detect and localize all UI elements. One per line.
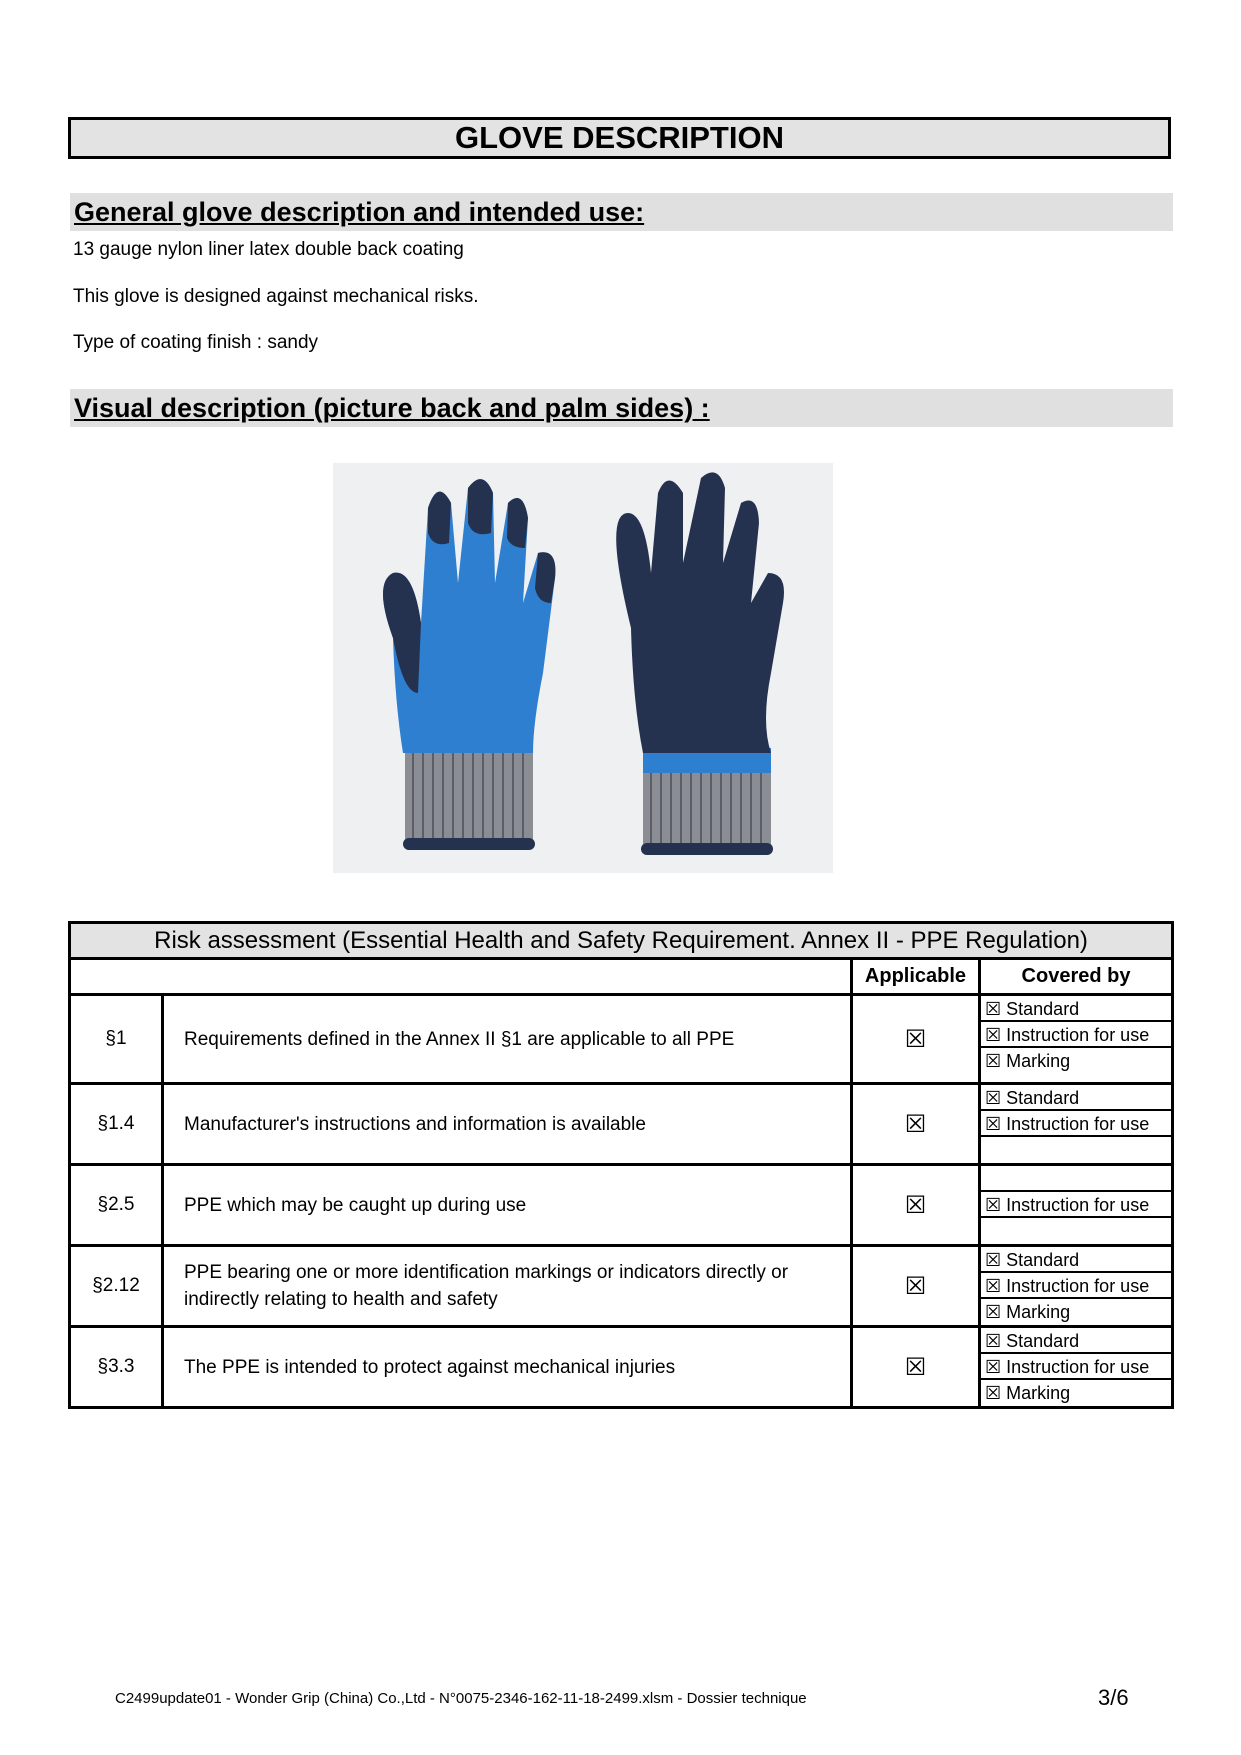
section-cell: §2.12: [70, 1246, 163, 1327]
general-heading: General glove description and intended use:: [70, 193, 1173, 231]
visual-heading: Visual description (picture back and palm sides) :: [70, 389, 1173, 427]
requirement-cell: The PPE is intended to protect against mechanical injuries: [163, 1327, 852, 1408]
section-cell: §1: [70, 995, 163, 1084]
applicable-checkbox: ☒: [852, 995, 980, 1084]
covered-item: ☒ Standard: [981, 996, 1171, 1022]
table-row: [70, 1165, 1173, 1246]
glove-photo: [333, 463, 833, 873]
section-cell: §2.5: [70, 1165, 163, 1246]
covered-item: ☒ Instruction for use: [981, 1273, 1171, 1299]
requirement-cell: Manufacturer's instructions and information is available: [163, 1084, 852, 1165]
covered-item: [981, 1218, 1171, 1244]
glove-back: [383, 479, 555, 850]
covered-by-cell: [980, 1165, 1173, 1246]
footer-text: C2499update01 - Wonder Grip (China) Co.,Ltd - N°0075-2346-162-11-18-2499.xlsm - Dossier technique: [115, 1690, 807, 1707]
covered-item: ☒ Standard: [981, 1085, 1171, 1111]
covered-item: ☒ Instruction for use: [981, 1192, 1171, 1218]
table-row: [70, 995, 1173, 1084]
covered-item: ☒ Marking: [985, 1383, 1071, 1403]
table-row: [70, 1246, 1173, 1327]
blank-header-cell: [70, 959, 852, 995]
covered-item: ☒ Standard: [981, 1328, 1171, 1354]
general-line-2: This glove is designed against mechanical risks.: [73, 286, 479, 307]
covered-item: ☒ Marking: [985, 1051, 1071, 1071]
requirement-cell: PPE bearing one or more identification markings or indicators directly or indirectly relating to health and safety: [163, 1246, 852, 1327]
covered-item: ☒ Standard: [981, 1247, 1171, 1273]
covered-by-cell: [980, 1246, 1173, 1327]
general-line-3: Type of coating finish : sandy: [73, 332, 319, 353]
table-row: [70, 1327, 1173, 1408]
page-number: 3/6: [1098, 1685, 1129, 1710]
table-row: [70, 1084, 1173, 1165]
risk-assessment-table: [68, 921, 1174, 1409]
covered-item: ☒ Instruction for use: [981, 1022, 1171, 1048]
covered-item: [981, 1166, 1171, 1192]
applicable-checkbox: ☒: [852, 1165, 980, 1246]
page-title: GLOVE DESCRIPTION: [68, 117, 1171, 159]
covered-by-cell: [980, 1327, 1173, 1408]
covered-item: ☒ Instruction for use: [981, 1111, 1171, 1137]
requirement-cell: Requirements defined in the Annex II §1 are applicable to all PPE: [163, 995, 852, 1084]
glove-image: [333, 463, 833, 873]
covered-by-cell: [980, 995, 1173, 1084]
risk-heading: Risk assessment (Essential Health and Safety Requirement. Annex II - PPE Regulation): [70, 923, 1173, 959]
covered-item: ☒ Marking: [985, 1302, 1071, 1322]
covered-item: ☒ Instruction for use: [981, 1354, 1171, 1380]
requirement-cell: PPE which may be caught up during use: [163, 1165, 852, 1246]
section-cell: §3.3: [70, 1327, 163, 1408]
covered-by-cell: [980, 1084, 1173, 1165]
col-covered-by: Covered by: [980, 959, 1173, 995]
applicable-checkbox: ☒: [852, 1327, 980, 1408]
col-applicable: Applicable: [852, 959, 980, 995]
section-cell: §1.4: [70, 1084, 163, 1165]
applicable-checkbox: ☒: [852, 1084, 980, 1165]
glove-palm: [616, 472, 784, 855]
general-line-1: 13 gauge nylon liner latex double back coating: [73, 239, 464, 260]
applicable-checkbox: ☒: [852, 1246, 980, 1327]
covered-item: [981, 1137, 1171, 1163]
